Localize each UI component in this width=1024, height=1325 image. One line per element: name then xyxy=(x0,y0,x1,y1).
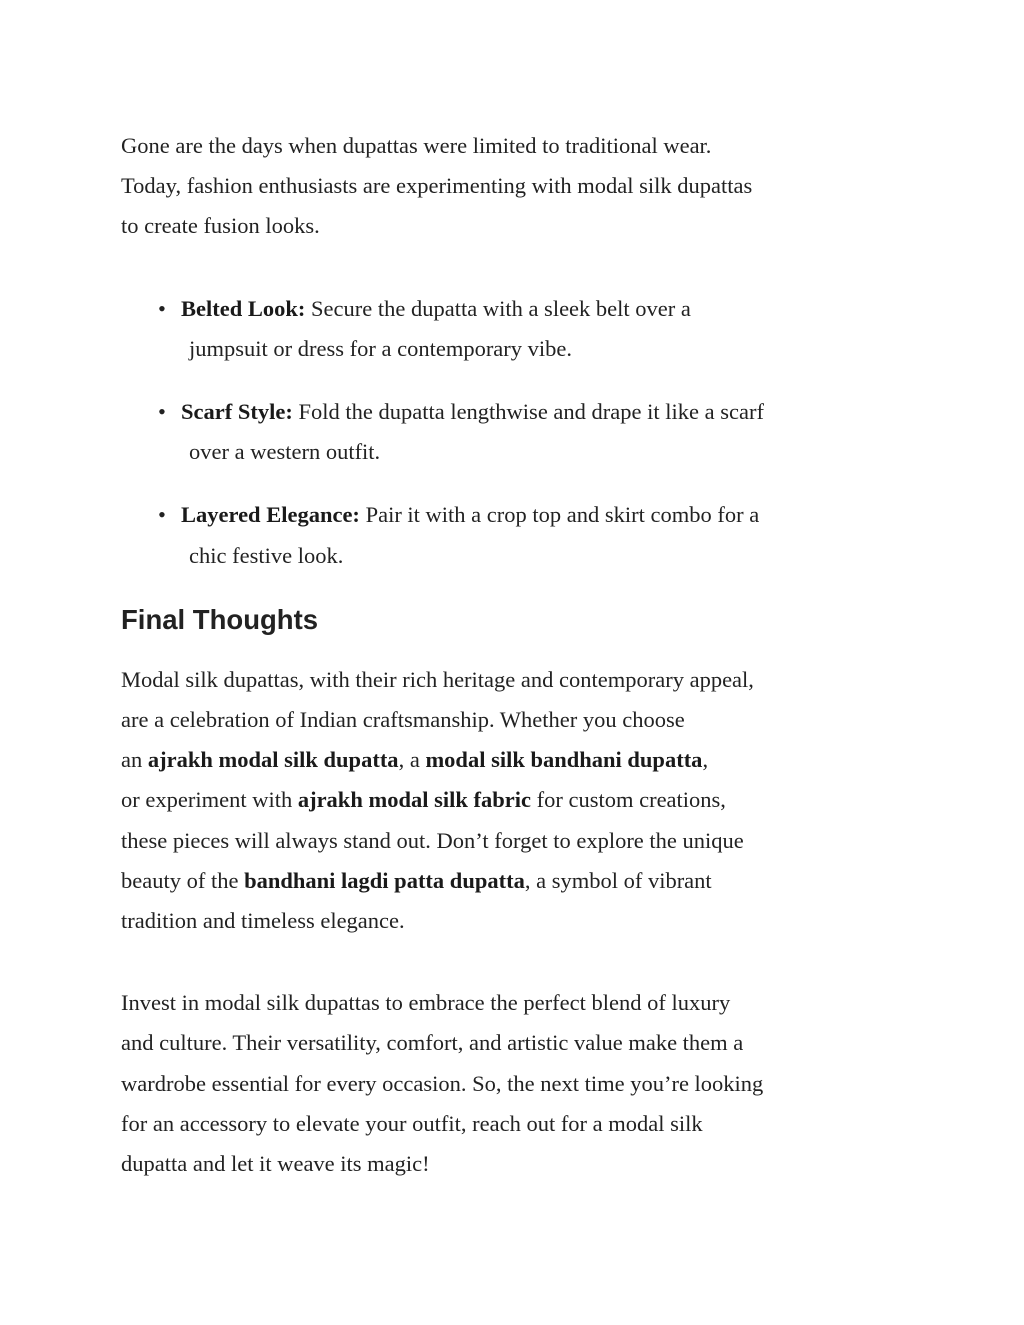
tip-text: over a western outfit. xyxy=(189,439,381,465)
intro-line: Gone are the days when dupattas were limited to traditional wear. xyxy=(121,133,712,158)
paragraph-text: , xyxy=(702,747,709,773)
paragraph-line: dupatta and let it weave its magic! xyxy=(121,1151,430,1177)
bullet-icon: • xyxy=(158,295,166,321)
intro-line: to create fusion looks. xyxy=(121,213,320,239)
final-paragraph-1 xyxy=(121,660,911,941)
keyword-bandhani-lagdi-patta-dupatta: bandhani lagdi patta dupatta xyxy=(244,867,525,893)
keyword-ajrakh-modal-silk-dupatta: ajrakh modal silk dupatta xyxy=(147,747,399,773)
paragraph-line: are a celebration of Indian craftsmanship. Whether you choose xyxy=(121,707,685,733)
paragraph-text: beauty of the xyxy=(121,867,245,893)
list-item xyxy=(121,392,911,472)
paragraph-line: tradition and timeless elegance. xyxy=(121,908,405,934)
intro-line: Today, fashion enthusiasts are experimenting with modal silk dupattas xyxy=(121,173,753,199)
paragraph-text: an xyxy=(121,747,148,773)
paragraph-line: these pieces will always stand out. Don’t forget to explore the unique xyxy=(121,827,744,853)
tip-title: Belted Look: xyxy=(181,295,306,321)
tip-title: Scarf Style: xyxy=(181,399,293,425)
intro-paragraph xyxy=(121,126,911,247)
paragraph-text: , a symbol of vibrant xyxy=(524,867,712,893)
tip-text: Secure the dupatta with a sleek belt over a xyxy=(311,295,691,321)
section-heading: Final Thoughts xyxy=(121,603,319,635)
tip-text: Fold the dupatta lengthwise and drape it like a scarf xyxy=(298,399,764,425)
list-item xyxy=(121,289,911,369)
tip-title: Layered Elegance: xyxy=(181,502,360,528)
paragraph-line: Modal silk dupattas, with their rich heritage and contemporary appeal, xyxy=(121,666,754,692)
tip-text: jumpsuit or dress for a contemporary vibe. xyxy=(189,335,573,361)
list-item xyxy=(121,495,911,575)
paragraph-line: wardrobe essential for every occasion. So, the next time you’re looking xyxy=(121,1070,764,1096)
paragraph-text: or experiment with xyxy=(121,787,298,813)
keyword-ajrakh-modal-silk-fabric: ajrakh modal silk fabric xyxy=(297,787,531,813)
bullet-icon: • xyxy=(158,502,166,528)
keyword-modal-silk-bandhani-dupatta: modal silk bandhani dupatta xyxy=(425,747,703,773)
paragraph-line: for an accessory to elevate your outfit, reach out for a modal silk xyxy=(121,1110,703,1136)
document-page xyxy=(121,126,911,1184)
styling-tips-list xyxy=(121,289,911,576)
paragraph-text: , a xyxy=(398,747,426,773)
paragraph-line: and culture. Their versatility, comfort, and artistic value make them a xyxy=(121,1030,744,1056)
final-paragraph-2 xyxy=(121,983,911,1184)
bullet-icon: • xyxy=(158,399,166,425)
paragraph-line: Invest in modal silk dupattas to embrace the perfect blend of luxury xyxy=(121,990,731,1016)
paragraph-text: for custom creations, xyxy=(530,787,726,813)
tip-text: chic festive look. xyxy=(189,542,344,568)
tip-text: Pair it with a crop top and skirt combo for a xyxy=(365,502,760,528)
